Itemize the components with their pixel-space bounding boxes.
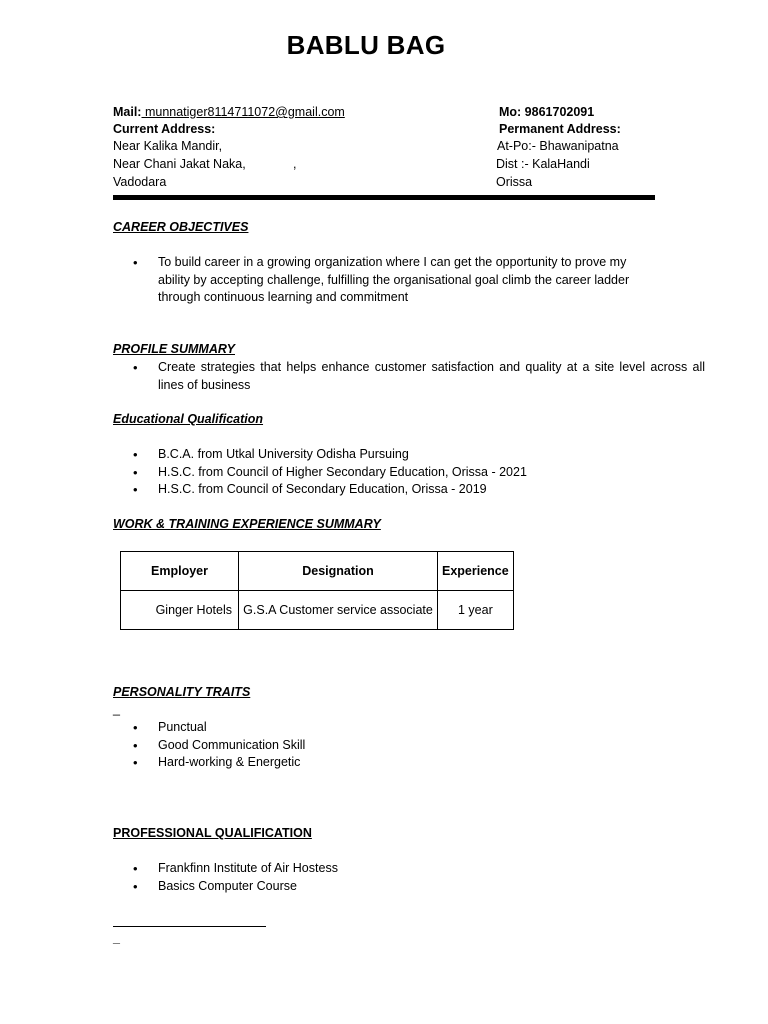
experience-cell: 1 year (438, 591, 514, 630)
current-address-line: Vadodara (113, 175, 167, 189)
mail-line (113, 104, 345, 121)
permanent-address-label: Permanent Address: (499, 122, 621, 136)
list-item: • Hard-working & Energetic (113, 754, 513, 772)
table-header-row (121, 552, 514, 591)
current-address-line: Near Kalika Mandir, (113, 139, 223, 153)
career-objectives-heading: CAREER OBJECTIVES (113, 220, 249, 234)
mobile-number: Mo: 9861702091 (499, 105, 595, 119)
profile-summary-list (113, 359, 705, 394)
work-experience-heading: WORK & TRAINING EXPERIENCE SUMMARY (113, 517, 381, 531)
list-item: • Create strategies that helps enhance customer satisfaction and quality at a site level across all lines of business (113, 359, 705, 394)
list-item: • H.S.C. from Council of Secondary Education, Orissa - 2019 (113, 481, 673, 499)
column-header-employer: Employer (121, 552, 239, 591)
footer-line (113, 926, 266, 927)
table-row (121, 591, 514, 630)
column-header-experience: Experience (438, 552, 514, 591)
current-address-comma: , (293, 157, 297, 171)
resume-name: BABLU BAG (286, 30, 446, 60)
employer-cell: Ginger Hotels (121, 591, 239, 630)
education-list (113, 446, 673, 499)
profile-summary-heading: PROFILE SUMMARY (113, 342, 235, 356)
permanent-address-line: At-Po:- Bhawanipatna (497, 139, 619, 153)
personality-traits-list (113, 719, 513, 772)
professional-qualification-list (113, 860, 513, 895)
list-item: • Punctual (113, 719, 513, 737)
career-objectives-list (113, 254, 653, 307)
email-link[interactable]: munnatiger8114711072@gmail.com (141, 105, 345, 119)
professional-qualification-heading: PROFESSIONAL QUALIFICATION (113, 826, 312, 840)
designation-cell: G.S.A Customer service associate (239, 591, 438, 630)
list-item: • H.S.C. from Council of Higher Secondary Education, Orissa - 2021 (113, 464, 673, 482)
list-item: • To build career in a growing organization where I can get the opportunity to prove my ability by accepting challenge, fulfilling the organisational goal climb the career ladder through continuous learning and commitment (113, 254, 653, 307)
mail-label: Mail: (113, 105, 142, 119)
underscore-mark: _ (113, 702, 120, 716)
list-item: • Good Communication Skill (113, 737, 513, 755)
header-divider (113, 195, 655, 200)
experience-table (120, 551, 514, 630)
list-item: • Frankfinn Institute of Air Hostess (113, 860, 513, 878)
education-heading: Educational Qualification (113, 412, 264, 426)
personality-traits-heading: PERSONALITY TRAITS (113, 685, 251, 699)
permanent-address-line: Orissa (496, 175, 533, 189)
column-header-designation: Designation (239, 552, 438, 591)
permanent-address-line: Dist :- KalaHandi (496, 157, 590, 171)
list-item: • Basics Computer Course (113, 878, 513, 896)
current-address-line: Near Chani Jakat Naka, (113, 157, 246, 171)
list-item: • B.C.A. from Utkal University Odisha Pursuing (113, 446, 673, 464)
footer-underscore-mark: _ (113, 931, 120, 945)
current-address-label: Current Address: (113, 122, 216, 136)
